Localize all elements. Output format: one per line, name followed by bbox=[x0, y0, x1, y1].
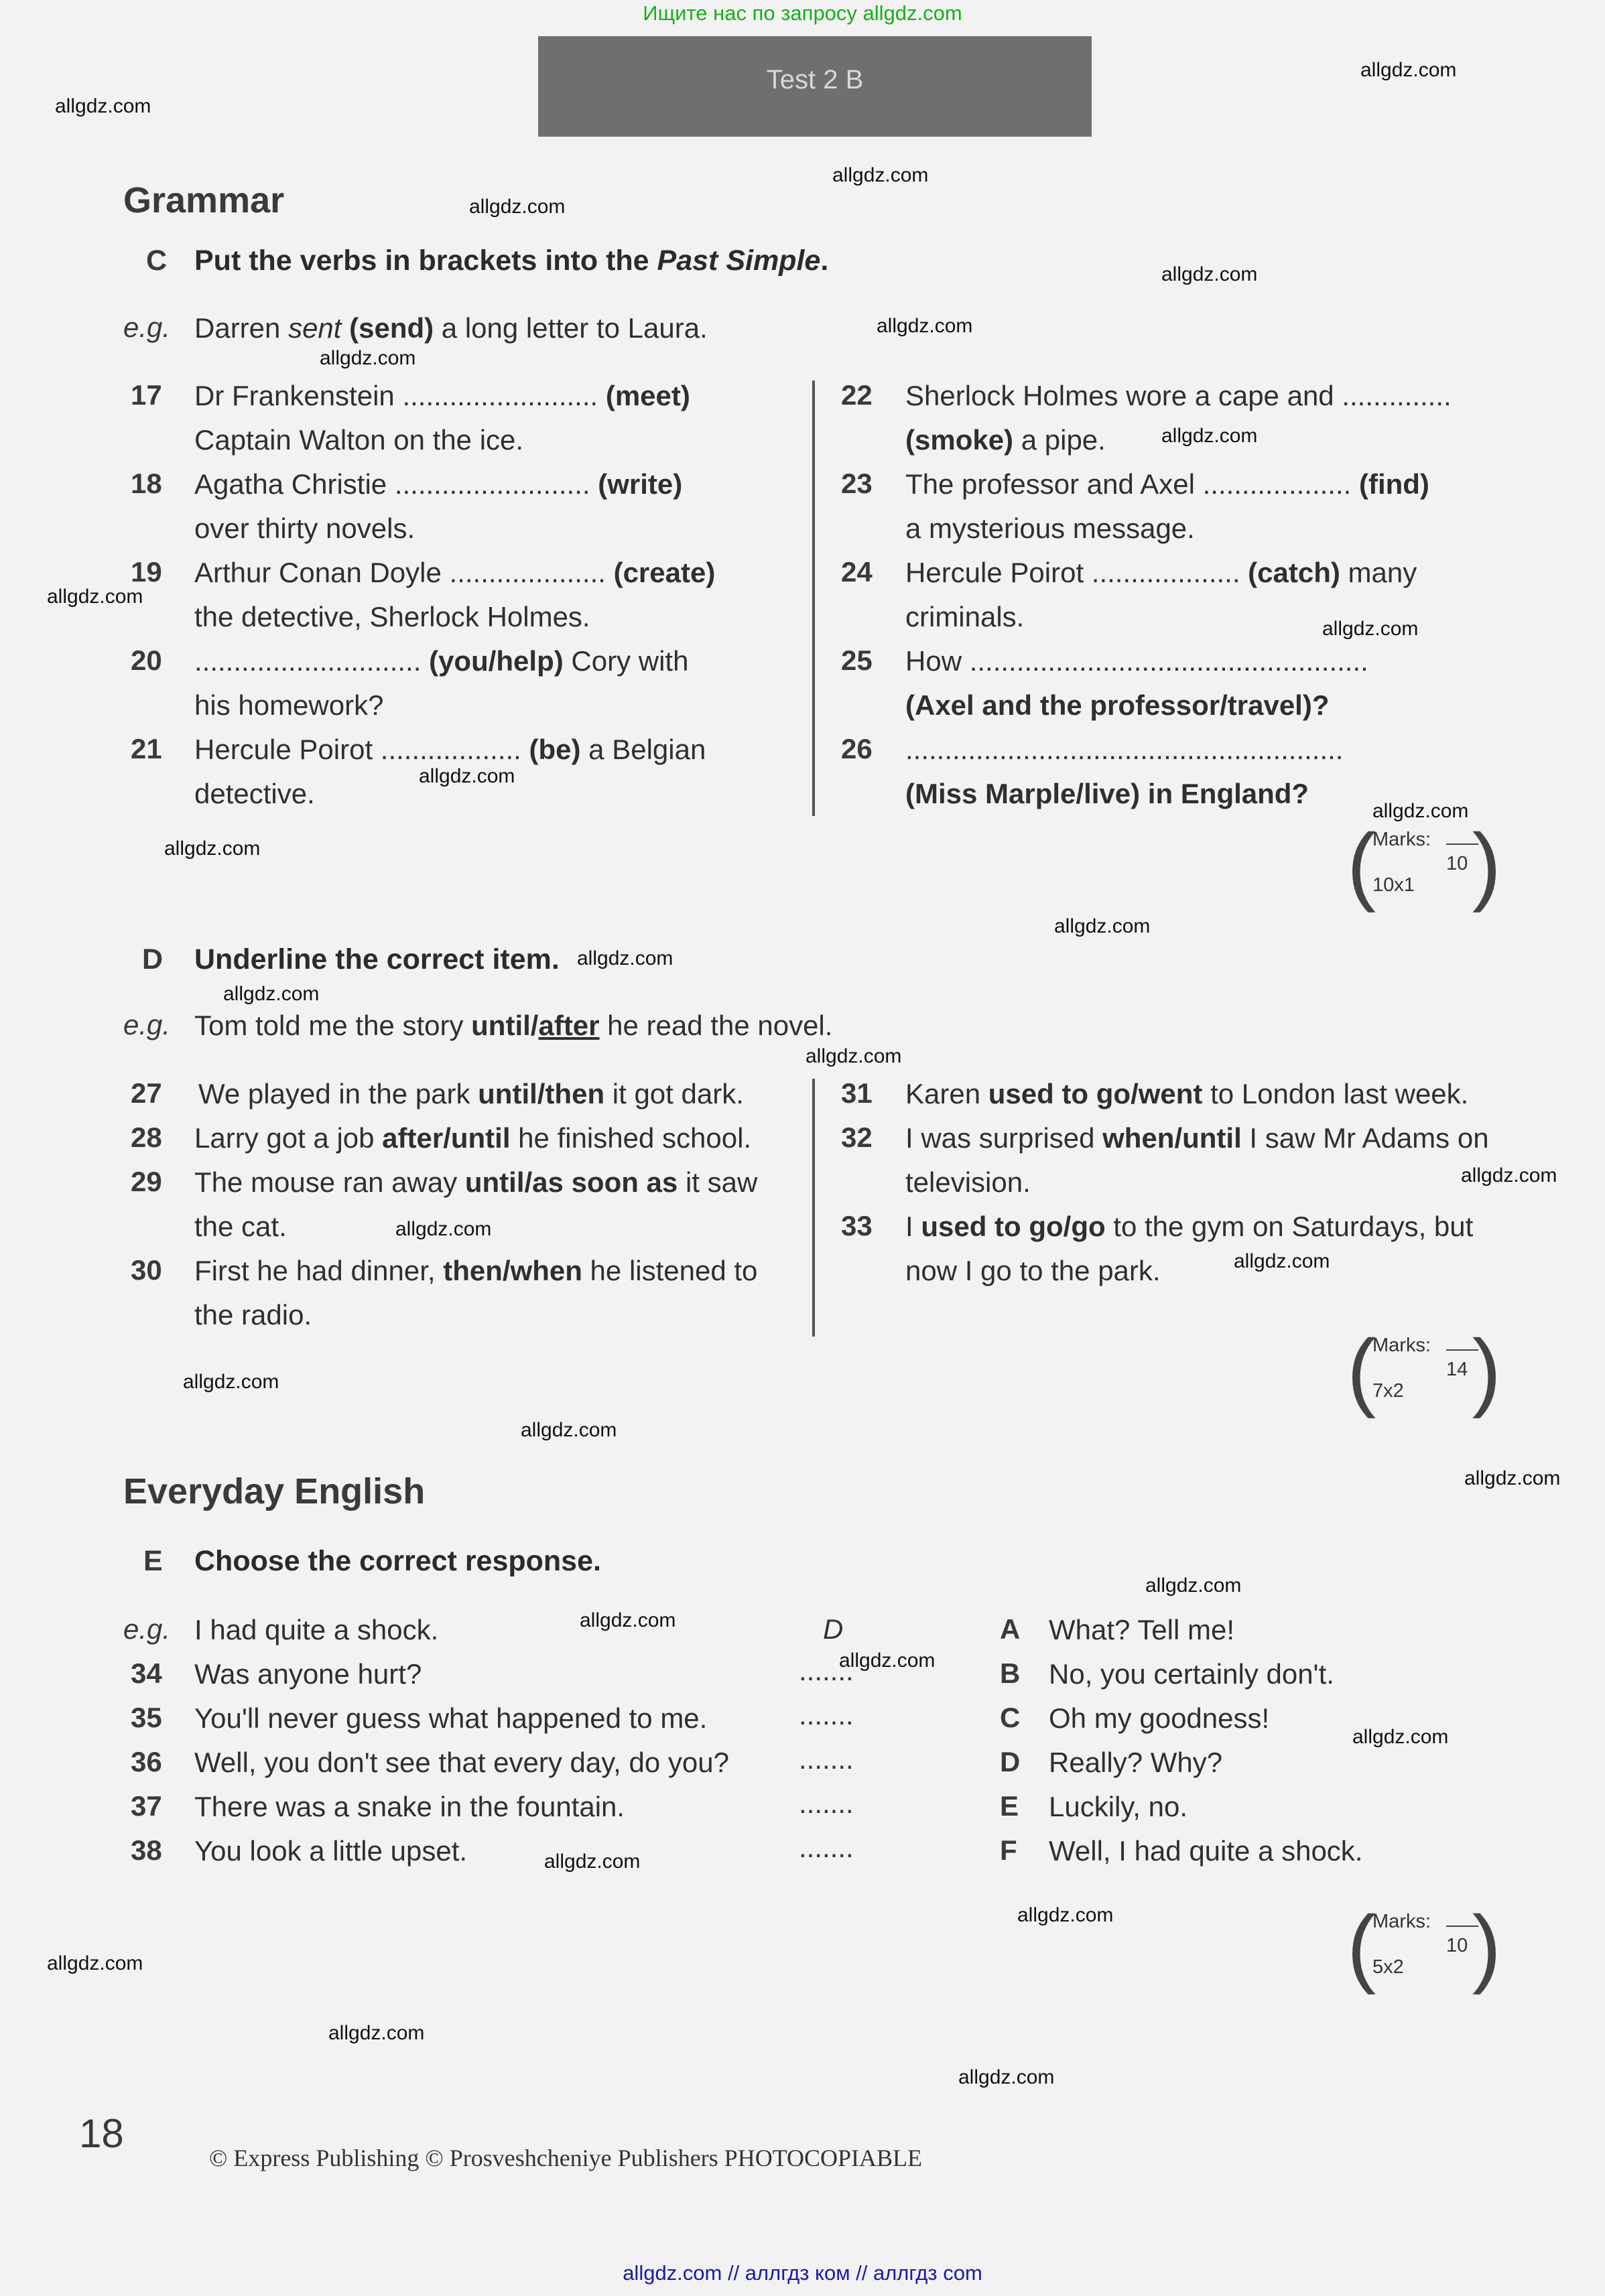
watermark: allgdz.com bbox=[1461, 1164, 1557, 1187]
example-label: e.g. bbox=[123, 312, 171, 343]
watermark: allgdz.com bbox=[877, 315, 973, 337]
watermark: allgdz.com bbox=[395, 1218, 492, 1240]
item-number: 26 bbox=[841, 733, 873, 764]
item-17-line2: Captain Walton on the ice. bbox=[194, 424, 524, 456]
item-23: The professor and Axel ................... (find) bbox=[905, 468, 1429, 500]
item-18-line2: over thirty novels. bbox=[194, 513, 415, 544]
grammar-heading: Grammar bbox=[123, 180, 285, 220]
item-number: 36 bbox=[131, 1746, 162, 1777]
watermark: allgdz.com bbox=[55, 95, 151, 117]
item-number: 30 bbox=[131, 1254, 162, 1286]
item-24: Hercule Poirot ................... (catch) many bbox=[905, 557, 1417, 588]
response-key: C bbox=[1000, 1702, 1021, 1733]
watermark: allgdz.com bbox=[544, 1850, 641, 1873]
item-number: 24 bbox=[841, 556, 873, 588]
watermark: allgdz.com bbox=[1017, 1904, 1114, 1926]
item-33: I used to go/go to the gym on Saturdays, but bbox=[905, 1211, 1474, 1242]
item-36: Well, you don't see that every day, do you? bbox=[194, 1747, 729, 1778]
example-label: e.g. bbox=[123, 1009, 171, 1040]
response-c: Oh my goodness! bbox=[1049, 1702, 1270, 1734]
item-17: Dr Frankenstein ......................... (meet) bbox=[194, 380, 690, 411]
response-key: A bbox=[1000, 1613, 1021, 1645]
watermark: allgdz.com bbox=[1322, 618, 1419, 640]
item-30-line2: the radio. bbox=[194, 1299, 312, 1331]
item-30: First he had dinner, then/when he listened to bbox=[194, 1255, 758, 1286]
item-27: We played in the park until/then it got dark. bbox=[198, 1078, 744, 1109]
item-number: 17 bbox=[131, 379, 162, 411]
item-number: 33 bbox=[841, 1210, 873, 1241]
item-22: Sherlock Holmes wore a cape and .............. bbox=[905, 380, 1452, 411]
watermark: allgdz.com bbox=[1161, 263, 1258, 285]
item-19-line2: the detective, Sherlock Holmes. bbox=[194, 601, 590, 632]
watermark: allgdz.com bbox=[223, 983, 320, 1005]
answer-blank-34[interactable]: ....... bbox=[799, 1655, 854, 1686]
exercise-e-instruction: Choose the correct response. bbox=[194, 1545, 601, 1577]
item-number: 34 bbox=[131, 1658, 162, 1689]
exercise-d-letter: D bbox=[142, 943, 164, 975]
item-number: 18 bbox=[131, 468, 162, 499]
watermark: allgdz.com bbox=[1161, 425, 1258, 447]
item-number: 31 bbox=[841, 1077, 873, 1109]
item-21-line2: detective. bbox=[194, 778, 315, 809]
item-32: I was surprised when/until I saw Mr Adams on bbox=[905, 1122, 1489, 1154]
item-25-line2: (Axel and the professor/travel)? bbox=[905, 689, 1330, 721]
item-18: Agatha Christie ......................... (write) bbox=[194, 468, 683, 500]
item-29: The mouse ran away until/as soon as it saw bbox=[194, 1166, 758, 1198]
item-19: Arthur Conan Doyle .................... (create) bbox=[194, 557, 716, 588]
item-number: 37 bbox=[131, 1790, 162, 1822]
item-number: 19 bbox=[131, 556, 162, 588]
item-number: 25 bbox=[841, 645, 873, 676]
item-21: Hercule Poirot .................. (be) a Belgian bbox=[194, 734, 706, 765]
exercise-d-instruction: Underline the correct item. bbox=[194, 943, 560, 975]
item-20: ............................. (you/help) Cory with bbox=[194, 645, 689, 677]
response-key: D bbox=[1000, 1746, 1021, 1777]
response-e: Luckily, no. bbox=[1049, 1791, 1187, 1822]
response-b: No, you certainly don't. bbox=[1049, 1658, 1334, 1690]
item-23-line2: a mysterious message. bbox=[905, 513, 1195, 544]
item-number: 35 bbox=[131, 1702, 162, 1733]
exercise-c-instruction: Put the verbs in brackets into the Past Simple. bbox=[194, 245, 829, 277]
page-number: 18 bbox=[79, 2111, 124, 2156]
watermark: allgdz.com bbox=[164, 837, 261, 860]
item-29-line2: the cat. bbox=[194, 1211, 287, 1242]
watermark: allgdz.com bbox=[183, 1371, 279, 1393]
item-number: 32 bbox=[841, 1122, 873, 1153]
response-key: E bbox=[1000, 1790, 1019, 1822]
watermark: allgdz.com bbox=[1372, 800, 1469, 822]
exercise-c-letter: C bbox=[146, 245, 168, 277]
example-sentence: Darren sent (send) a long letter to Laura. bbox=[194, 312, 708, 344]
item-38: You look a little upset. bbox=[194, 1835, 468, 1867]
item-number: 28 bbox=[131, 1122, 162, 1153]
item-33-line2: now I go to the park. bbox=[905, 1255, 1161, 1286]
watermark: allgdz.com bbox=[47, 1952, 143, 1974]
watermark: allgdz.com bbox=[832, 164, 929, 186]
item-number: 38 bbox=[131, 1834, 162, 1866]
example-sentence: Tom told me the story until/after he read the novel. bbox=[194, 1010, 833, 1041]
marks-box-d: ( ) Marks: 14 7x2 bbox=[1347, 1321, 1501, 1419]
item-34: Was anyone hurt? bbox=[194, 1658, 422, 1690]
watermark: allgdz.com bbox=[1234, 1250, 1330, 1272]
item-20-line2: his homework? bbox=[194, 689, 384, 721]
answer-blank-37[interactable]: ....... bbox=[799, 1787, 854, 1819]
item-number: 27 bbox=[131, 1077, 162, 1109]
watermark: allgdz.com bbox=[1145, 1574, 1242, 1597]
item-28: Larry got a job after/until he finished school. bbox=[194, 1122, 752, 1154]
item-26: ........................................................ bbox=[905, 734, 1344, 765]
item-31: Karen used to go/went to London last week. bbox=[905, 1078, 1469, 1109]
exercise-e-letter: E bbox=[143, 1545, 163, 1577]
watermark: allgdz.com bbox=[419, 765, 515, 787]
item-number: 23 bbox=[841, 468, 873, 499]
item-37: There was a snake in the fountain. bbox=[194, 1791, 625, 1822]
test-header-tab: Test 2 B bbox=[538, 36, 1092, 137]
watermark: allgdz.com bbox=[469, 196, 566, 218]
answer-blank-38[interactable]: ....... bbox=[799, 1832, 854, 1863]
watermark: allgdz.com bbox=[521, 1419, 617, 1441]
column-divider bbox=[812, 1079, 815, 1337]
copyright-footer: © Express Publishing © Prosveshcheniye Publishers PHOTOCOPIABLE bbox=[209, 2145, 923, 2171]
item-24-line2: criminals. bbox=[905, 601, 1025, 632]
bottom-banner[interactable]: allgdz.com // аллгдз ком // аллгдз com bbox=[623, 2261, 982, 2285]
item-number: 21 bbox=[131, 733, 162, 764]
watermark: allgdz.com bbox=[47, 586, 143, 608]
response-key: B bbox=[1000, 1658, 1021, 1689]
watermark: allgdz.com bbox=[328, 2022, 425, 2044]
watermark: allgdz.com bbox=[580, 1609, 676, 1631]
item-32-line2: television. bbox=[905, 1166, 1031, 1198]
marks-box-e: ( ) Marks: 10 5x2 bbox=[1347, 1897, 1501, 1995]
watermark: allgdz.com bbox=[1464, 1467, 1561, 1489]
response-a: What? Tell me! bbox=[1049, 1614, 1234, 1645]
example-sentence: I had quite a shock. bbox=[194, 1614, 439, 1645]
watermark: allgdz.com bbox=[839, 1649, 936, 1672]
example-label: e.g. bbox=[123, 1613, 171, 1645]
answer-blank-35[interactable]: ....... bbox=[799, 1699, 854, 1731]
watermark: allgdz.com bbox=[1360, 59, 1457, 81]
marks-box-c: ( ) Marks: 10 10x1 bbox=[1347, 815, 1501, 913]
item-number: 22 bbox=[841, 379, 873, 411]
item-number: 20 bbox=[131, 645, 162, 676]
watermark: allgdz.com bbox=[806, 1045, 902, 1067]
answer-blank-36[interactable]: ....... bbox=[799, 1743, 854, 1775]
item-number: 29 bbox=[131, 1166, 162, 1197]
item-35: You'll never guess what happened to me. bbox=[194, 1702, 708, 1734]
item-25: How ................................................... bbox=[905, 645, 1368, 677]
watermark: allgdz.com bbox=[1352, 1726, 1449, 1748]
watermark: allgdz.com bbox=[958, 2066, 1055, 2088]
top-banner[interactable]: Ищите нас по запросу allgdz.com bbox=[643, 1, 962, 25]
everyday-english-heading: Everyday English bbox=[123, 1471, 426, 1511]
response-key: F bbox=[1000, 1834, 1017, 1866]
watermark: allgdz.com bbox=[320, 347, 416, 369]
example-answer: D bbox=[823, 1613, 844, 1645]
item-26-line2: (Miss Marple/live) in England? bbox=[905, 778, 1309, 809]
response-f: Well, I had quite a shock. bbox=[1049, 1835, 1363, 1867]
item-22-line2: (smoke) a pipe. bbox=[905, 424, 1106, 456]
watermark: allgdz.com bbox=[577, 947, 673, 969]
column-divider bbox=[812, 381, 815, 816]
response-d: Really? Why? bbox=[1049, 1747, 1223, 1778]
watermark: allgdz.com bbox=[1054, 915, 1151, 937]
